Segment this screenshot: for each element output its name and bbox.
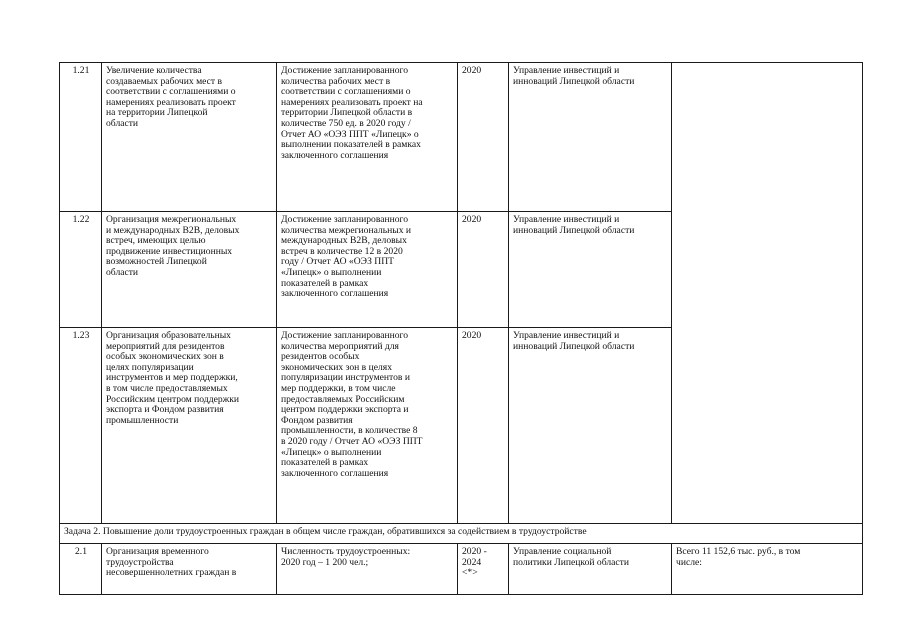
executor-cell: Управление инвестиций и инноваций Липецкой области [509, 63, 672, 212]
measure-cell: Организация образовательных мероприятий для резидентов особых экономических зон в целях популяризации инструментов и мер поддержки, в том числе предоставляемых Российским центром поддержки экспорта и Фондом развития промышленности [102, 328, 277, 524]
row-number: 2.1 [60, 544, 102, 595]
executor-cell: Управление социальной политики Липецкой области [509, 544, 672, 595]
year-cell: 2020 [458, 328, 509, 524]
measure-cell: Организация временного трудоустройства несовершеннолетних граждан в [102, 544, 277, 595]
result-cell: Достижение запланированного количества рабочих мест в соответствии с соглашениями о намерениях реализовать проект на территории Липецкой области в количестве 750 ед. в 2020 году / Отчет АО «ОЭЗ ППТ «Липецк» о выполнении показателей в рамках заключенного соглашения [277, 63, 458, 212]
executor-cell: Управление инвестиций и инноваций Липецкой области [509, 212, 672, 328]
year-cell: 2020 [458, 212, 509, 328]
funding-cell [672, 63, 863, 524]
table-row [60, 63, 863, 212]
result-cell: Достижение запланированного количества мероприятий для резидентов особых экономических зон в целях популяризации инструментов и мер поддержки, в том числе предоставляемых Российским центром поддержки экспорта и Фондом развития промышленности, в количестве 8 в 2020 году / Отчет АО «ОЭЗ ППТ «Липецк» о выполнении показателей в рамках заключенного соглашения [277, 328, 458, 524]
year-cell: 2020 [458, 63, 509, 212]
task-heading: Задача 2. Повышение доли трудоустроенных граждан в общем числе граждан, обратившихся за содействием в трудоустройстве [60, 524, 863, 544]
result-cell: Достижение запланированного количества межрегиональных и международных B2B, деловых встреч в количестве 12 в 2020 году / Отчет АО «ОЭЗ ППТ «Липецк» о выполнении показателей в рамках заключенного соглашения [277, 212, 458, 328]
year-cell: 2020 - 2024 <*> [458, 544, 509, 595]
table-row [60, 544, 863, 595]
result-cell: Численность трудоустроенных: 2020 год – 1 200 чел.; [277, 544, 458, 595]
row-number: 1.23 [60, 328, 102, 524]
row-number: 1.22 [60, 212, 102, 328]
measures-table [59, 62, 863, 595]
measure-cell: Увеличение количества создаваемых рабочих мест в соответствии с соглашениями о намерениях реализовать проект на территории Липецкой области [102, 63, 277, 212]
row-number: 1.21 [60, 63, 102, 212]
executor-cell: Управление инвестиций и инноваций Липецкой области [509, 328, 672, 524]
funding-cell: Всего 11 152,6 тыс. руб., в том числе: [672, 544, 863, 595]
task-row [60, 524, 863, 544]
measure-cell: Организация межрегиональных и международных B2B, деловых встреч, имеющих целью продвижение инвестиционных возможностей Липецкой области [102, 212, 277, 328]
